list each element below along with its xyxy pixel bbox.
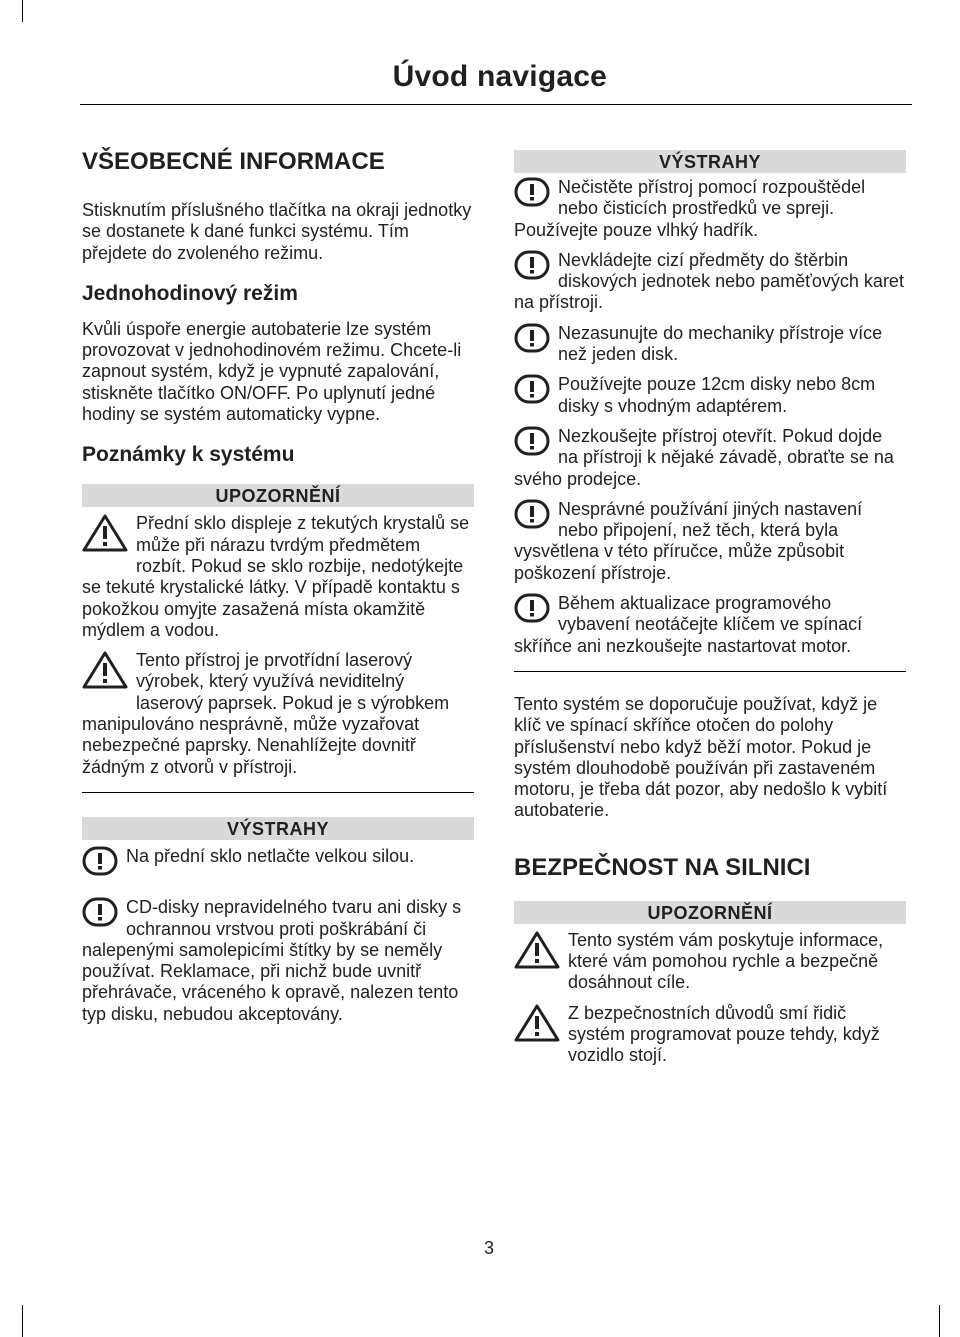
subheading-one-hour-mode: Jednohodinový režim (82, 281, 298, 305)
caution-item (514, 593, 906, 657)
caution-text: Nezasunujte do mechaniky přístroje více než jeden disk. (558, 322, 883, 365)
caution-exclamation-icon (82, 846, 118, 881)
caution-exclamation-icon (514, 426, 550, 461)
caution-text: Nesprávné používání jiných nastavení nebo připojení, než těch, která byla vysvětlena v této příručce, může způsobit poškození přístroje. (514, 498, 863, 583)
caution-item (514, 323, 906, 366)
caution-text: Na přední sklo netlačte velkou silou. (126, 845, 415, 866)
crop-mark-bottom-right (939, 1305, 940, 1337)
page-number: 3 (484, 1238, 495, 1258)
page-title: Úvod navigace (392, 60, 607, 93)
warning-triangle-icon (514, 930, 560, 975)
caution-text: Nezkoušejte přístroj otevřít. Pokud dojde na přístroji k nějaké závadě, obraťte se na svého prodejce. (514, 425, 894, 489)
caution-exclamation-icon (514, 593, 550, 628)
caution-band: VÝSTRAHY (514, 150, 906, 173)
section-heading-general: VŠEOBECNÉ INFORMACE (82, 148, 385, 175)
caution-exclamation-icon (514, 250, 550, 285)
warning-triangle-icon (82, 650, 128, 695)
warning-band: UPOZORNĚNÍ (514, 901, 906, 924)
caution-exclamation-icon (514, 499, 550, 534)
caution-text: Používejte pouze 12cm disky nebo 8cm disky s vhodným adaptérem. (558, 374, 876, 416)
warning-item (82, 513, 474, 641)
section-rule (514, 671, 906, 672)
caution-exclamation-icon (514, 374, 550, 409)
caution-text: CD-disky nepravidelného tvaru ani disky s ochrannou vrstvou proti poškrábání či nalepenými samolepicími štítky by se neměly používat. Reklamace, při nichž bude uvnitř přehrávače, vráceného k opravě, nalezen tento typ disku, nebudou akceptovány. (82, 897, 462, 1024)
warning-item (514, 930, 906, 994)
caution-item (514, 250, 906, 314)
caution-item (82, 897, 474, 1025)
warning-item (82, 650, 474, 778)
caution-exclamation-icon (514, 323, 550, 358)
warning-band: UPOZORNĚNÍ (82, 484, 474, 507)
caution-item (82, 846, 474, 867)
warning-text: Z bezpečnostních důvodů smí řidič systém programovat pouze tehdy, když vozidlo stojí. (568, 1002, 880, 1066)
crop-mark-bottom-left (0, 1305, 23, 1337)
caution-text: Nečistěte přístroj pomocí rozpouštědel nebo čisticích prostředků ve spreji. Používejte pouze vlhký hadřík. (514, 177, 866, 240)
subheading-system-notes: Poznámky k systému (82, 443, 295, 467)
caution-text: Nevkládejte cizí předměty do štěrbin diskových jednotek nebo paměťových karet na přístroji. (514, 249, 904, 313)
title-rule (80, 104, 912, 105)
caution-exclamation-icon (82, 897, 118, 932)
caution-exclamation-icon (514, 177, 550, 212)
caution-band: VÝSTRAHY (82, 817, 474, 840)
warning-item (514, 1003, 906, 1067)
paragraph-general: Stisknutím příslušného tlačítka na okraji jednotky se dostanete k dané funkci systému. Tím přejdete do zvoleného režimu. (82, 200, 472, 263)
right-column (514, 140, 906, 1067)
section-rule (82, 792, 474, 793)
caution-text: Během aktualizace programového vybavení neotáčejte klíčem ve spínací skříňce ani nezkoušejte nastartovat motor. (514, 593, 863, 656)
warning-triangle-icon (82, 513, 128, 558)
warning-text: Přední sklo displeje z tekutých krystalů se může při nárazu tvrdým předmětem rozbít. Pokud se sklo rozbije, nedotýkejte se tekuté krystalické látky. V případě kontaktu s pokožkou omyjte zasažená místa okamžitě mýdlem a vodou. (82, 513, 470, 640)
warning-triangle-icon (514, 1003, 560, 1048)
paragraph-battery: Tento systém se doporučuje používat, když je klíč ve spínací skříňce otočen do polohy příslušenství nebo když běží motor. Pokud je systém dlouhodobě používán při zastaveném motoru, je třeba dát pozor, aby nedošlo k vybití autobaterie. (514, 693, 888, 821)
caution-item (514, 177, 906, 241)
section-heading-road-safety: BEZPEČNOST NA SILNICI (514, 853, 811, 881)
warning-text: Tento přístroj je prvotřídní laserový výrobek, který využívá neviditelný laserový paprsek. Pokud je s výrobkem manipulováno nesprávně, může vyzařovat nebezpečné paprsky. Nenahlížejte dovnitř žádným z otvorů v přístroji. (82, 650, 450, 777)
caution-item (514, 426, 906, 490)
left-column (82, 140, 474, 1025)
warning-text: Tento systém vám poskytuje informace, které vám pomohou rychle a bezpečně dosáhnout cíle. (568, 929, 884, 993)
caution-item (514, 499, 906, 584)
paragraph-one-hour-mode: Kvůli úspoře energie autobaterie lze systém provozovat v jednohodinovém režimu. Chcete-li zapnout systém, když je vypnuté zapalování, stiskněte tlačítko ON/OFF. Po uplynutí jedné hodiny se systém automaticky vypne. (82, 318, 462, 425)
crop-mark-top-left (0, 0, 23, 22)
caution-item (514, 374, 906, 417)
